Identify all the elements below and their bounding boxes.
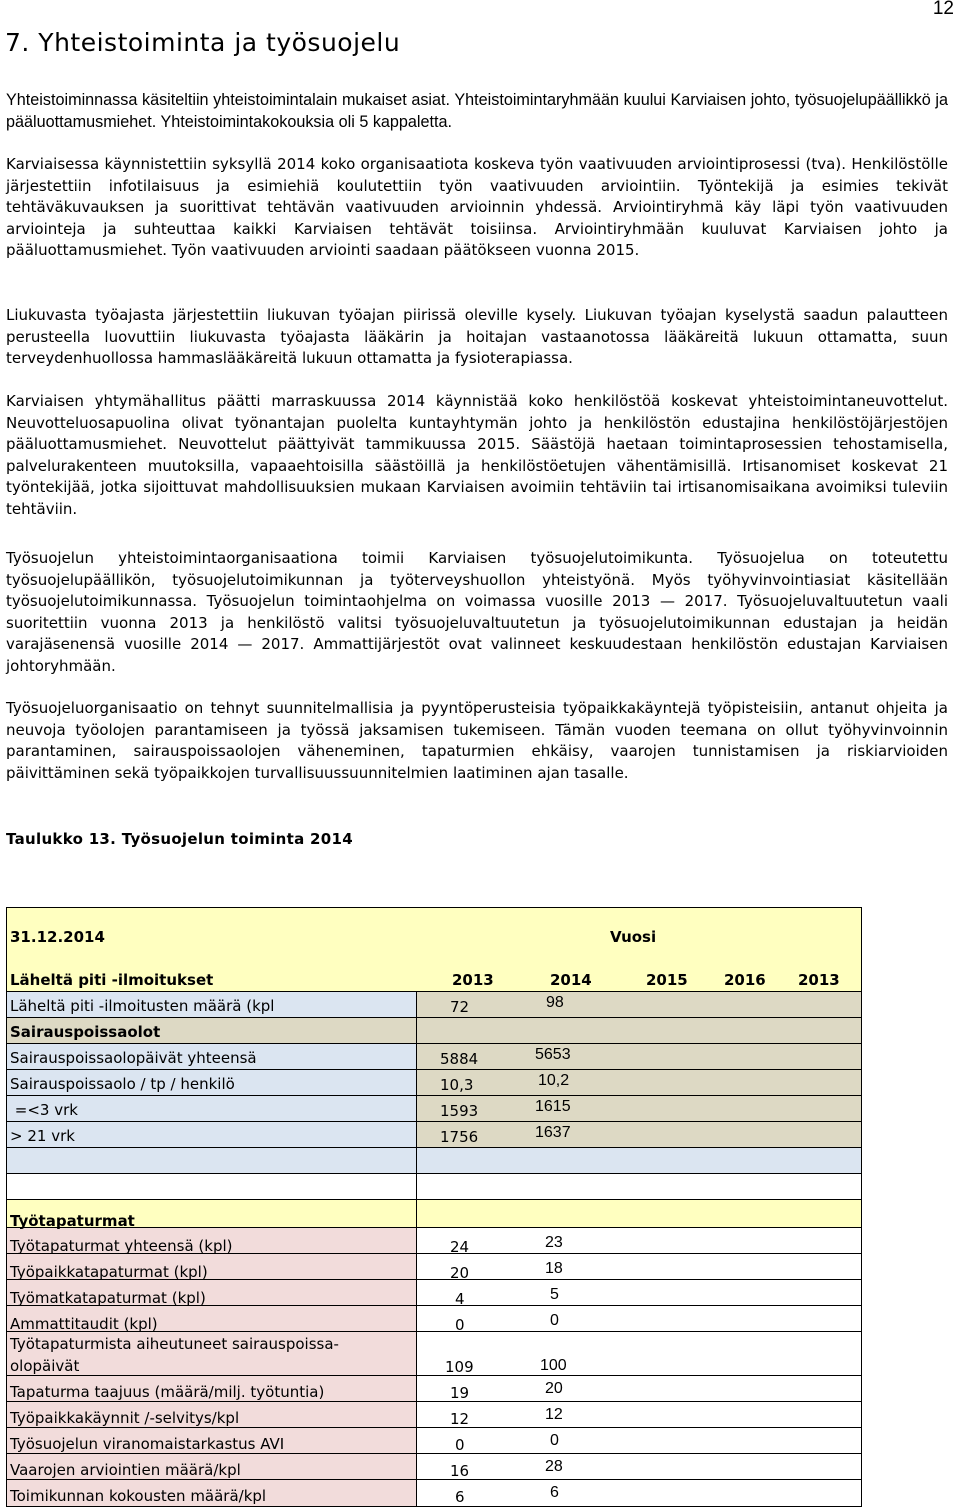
row-label: Sairauspoissaolo / tp / henkilö [10, 1075, 235, 1093]
value-2013: 20 [450, 1264, 470, 1282]
value-2014: 1615 [535, 1098, 571, 1115]
value-2014: 100 [540, 1357, 567, 1374]
empty-row-bg [6, 1147, 862, 1173]
value-2013: 4 [455, 1290, 465, 1308]
value-2014: 98 [546, 994, 564, 1011]
row-label: Ammattitaudit (kpl) [10, 1315, 158, 1333]
section-accidents: Työtapaturmat [10, 1212, 135, 1230]
row-label-cont: olopäivät [10, 1357, 80, 1375]
value-2013: 24 [450, 1238, 470, 1256]
row-label: Läheltä piti -ilmoitusten määrä (kpl [10, 997, 275, 1015]
blank-row-bg [6, 1173, 862, 1199]
year-2016: 2016 [724, 971, 766, 989]
paragraph-flexible-hours: Liukuvasta työajasta järjestettiin liukuvan työajan piirissä oleville kysely. Liukuvan työajan kyselystä saadun palautteen perusteella luovuttiin liukuvasta työajasta lääkärin ja hoitajan vastaanotossa lääkäreitä lukuun ottamatta, suun terveydenhuollossa hammaslääkäreitä lukuun ottamatta ja fysioterapiassa. [6, 306, 948, 368]
value-2013: 1756 [440, 1128, 479, 1146]
safety-table [6, 907, 862, 1507]
accidents-values-bg [416, 1227, 862, 1507]
table-date: 31.12.2014 [10, 928, 105, 946]
year-2013-b: 2013 [798, 971, 840, 989]
value-2014: 5653 [535, 1046, 571, 1063]
paragraph-job-evaluation: Karviaisessa käynnistettiin syksyllä 2014 koko organisaatiota koskeva työn vaativuuden arviointiprosessi (tva). Henkilöstölle järjestettiin infotilaisuus ja esimiehiä koulutettiin työn vaativuuden arviointiin. Työntekijä ja esimies tekivät tehtäväkuvauksen ja suorittivat tehtävän vaativuuden arvioinnin yhdessä. Arviointiryhmä käy läpi työn vaativuuden arviointeja ja suhteuttaa kaikki Karviaisen tehtävät toisiinsa. Arviointiryhmään kuuluvat Karviaisen johto ja pääluottamusmiehet. Työn vaativuuden arviointi saadaan päätökseen vuonna 2015. [6, 155, 948, 260]
vuosi-label: Vuosi [610, 928, 657, 946]
value-2014: 0 [550, 1312, 559, 1329]
page-number: 12 [932, 0, 954, 19]
row-bg [416, 991, 862, 1017]
year-2013: 2013 [452, 971, 494, 989]
row-label: Työsuojelun viranomaistarkastus AVI [10, 1435, 285, 1453]
value-2013: 16 [450, 1462, 470, 1480]
section-sick-leave: Sairauspoissaolot [10, 1023, 161, 1041]
row-label: Työpaikkatapaturmat (kpl) [10, 1263, 208, 1281]
value-2013: 5884 [440, 1050, 479, 1068]
value-2014: 28 [545, 1458, 563, 1475]
value-2014: 6 [550, 1484, 559, 1501]
row-label: =<3 vrk [10, 1101, 78, 1119]
row-label: Työtapaturmat yhteensä (kpl) [10, 1237, 233, 1255]
row-label: Työpaikkakäynnit /-selvitys/kpl [10, 1409, 240, 1427]
row-label: Toimikunnan kokousten määrä/kpl [10, 1487, 267, 1505]
row-label: Tapaturma taajuus (määrä/milj. työtuntia) [10, 1383, 325, 1401]
paragraph-negotiations: Karviaisen yhtymähallitus päätti marraskuussa 2014 käynnistää koko henkilöstöä koskevat yhteistoimintaneuvottelut. Neuvotteluosapuolina olivat työnantajan puolelta kuntayhtymän johto ja henkilöstön edustajina henkilöstöjärjestöjen pääluottamusmiehet. Neuvottelut päättyivät tammikuussa 2015. Säästöjä haetaan toimintaprosessien tehostamisella, palvelurakenteen muutoksilla, vapaaehtoisilla säästöillä ja henkilöstöetujen vähentämisillä. Irtisanomiset koskevat 21 työntekijää, jotka sijoittuvat mahdollisuuksien mukaan Karviaisen avoimiin tehtäviin tai irtisanomisaikana avoimiksi tuleviin tehtäviin. [6, 392, 948, 518]
value-2014: 12 [545, 1406, 563, 1423]
value-2013: 12 [450, 1410, 470, 1428]
value-2014: 0 [550, 1432, 559, 1449]
year-2015: 2015 [646, 971, 688, 989]
row-label: Työtapaturmista aiheutuneet sairauspoissa- [10, 1335, 339, 1353]
value-2013: 109 [445, 1358, 474, 1376]
value-2013: 72 [450, 998, 470, 1016]
value-2013: 6 [455, 1488, 465, 1506]
row-label: > 21 vrk [10, 1127, 75, 1145]
value-2013: 19 [450, 1384, 470, 1402]
row-label: Sairauspoissaolopäivät yhteensä [10, 1049, 257, 1067]
near-miss-header: Läheltä piti -ilmoitukset [10, 971, 214, 989]
paragraph-cooperation: Yhteistoiminnassa käsiteltiin yhteistoimintalain mukaiset asiat. Yhteistoimintaryhmään kuului Karviaisen johto, työsuojelupäällikkö ja pääluottamusmiehet. Yhteistoimintakokouksia oli 5 kappaletta. [6, 91, 948, 131]
table-caption: Taulukko 13. Työsuojelun toiminta 2014 [6, 830, 354, 848]
row-label: Vaarojen arviointien määrä/kpl [10, 1461, 241, 1479]
title-row-bg [6, 907, 862, 943]
row-label: Työmatkatapaturmat (kpl) [10, 1289, 206, 1307]
section-heading: 7. Yhteistoiminta ja työsuojelu [5, 28, 401, 57]
value-2013: 10,3 [440, 1076, 474, 1094]
value-2014: 23 [545, 1234, 563, 1251]
value-2013: 0 [455, 1316, 465, 1334]
year-2014: 2014 [550, 971, 592, 989]
paragraph-safety-organisation: Työsuojeluorganisaatio on tehnyt suunnitelmallisia ja pyyntöperusteisia työpaikkakäyntejä työpisteisiin, antanut ohjeita ja neuvoja työolojen parantamiseen ja työssä jaksamisen tukemiseen. Tämän vuoden teemana on ollut työhyvinvoinnin parantaminen, sairauspoissaolojen väheneminen, tapaturmien ehkäisy, vaarojen tunnistamisen ja riskiarvioiden päivittäminen sekä työpaikkojen turvallisuussuunnitelmien laatiminen ajan tasalle. [6, 699, 948, 782]
value-2014: 20 [545, 1380, 563, 1397]
value-2014: 18 [545, 1260, 563, 1277]
value-2014: 10,2 [538, 1072, 570, 1089]
paragraph-occupational-safety: Työsuojelun yhteistoimintaorganisaationa toimii Karviaisen työsuojelutoimikunta. Työsuojelua on toteutettu työsuojelupäällikön, työsuojelutoimikunnan ja työterveyshuollon yhteistyönä. Myös työhyvinvointiasiat käsitellään työsuojelutoimikunnassa. Työsuojelun toimintaohjelma on voimassa vuosille 2013 — 2017. Työsuojeluvaltuutetun vaali suoritettiin vuonna 2013 ja henkilöstö valitsi työsuojeluvaltuutetun ja työsuojelutoimikunnan edustajan ja heidän varajäsenensä vuosille 2014 — 2017. Ammattijärjestöt ovat valinneet keskuudestaan henkilöstön edustajan Karviaisen johtoryhmään. [6, 549, 948, 675]
value-2013: 0 [455, 1436, 465, 1454]
value-2014: 1637 [535, 1124, 571, 1141]
value-2013: 1593 [440, 1102, 479, 1120]
value-2014: 5 [550, 1286, 559, 1303]
